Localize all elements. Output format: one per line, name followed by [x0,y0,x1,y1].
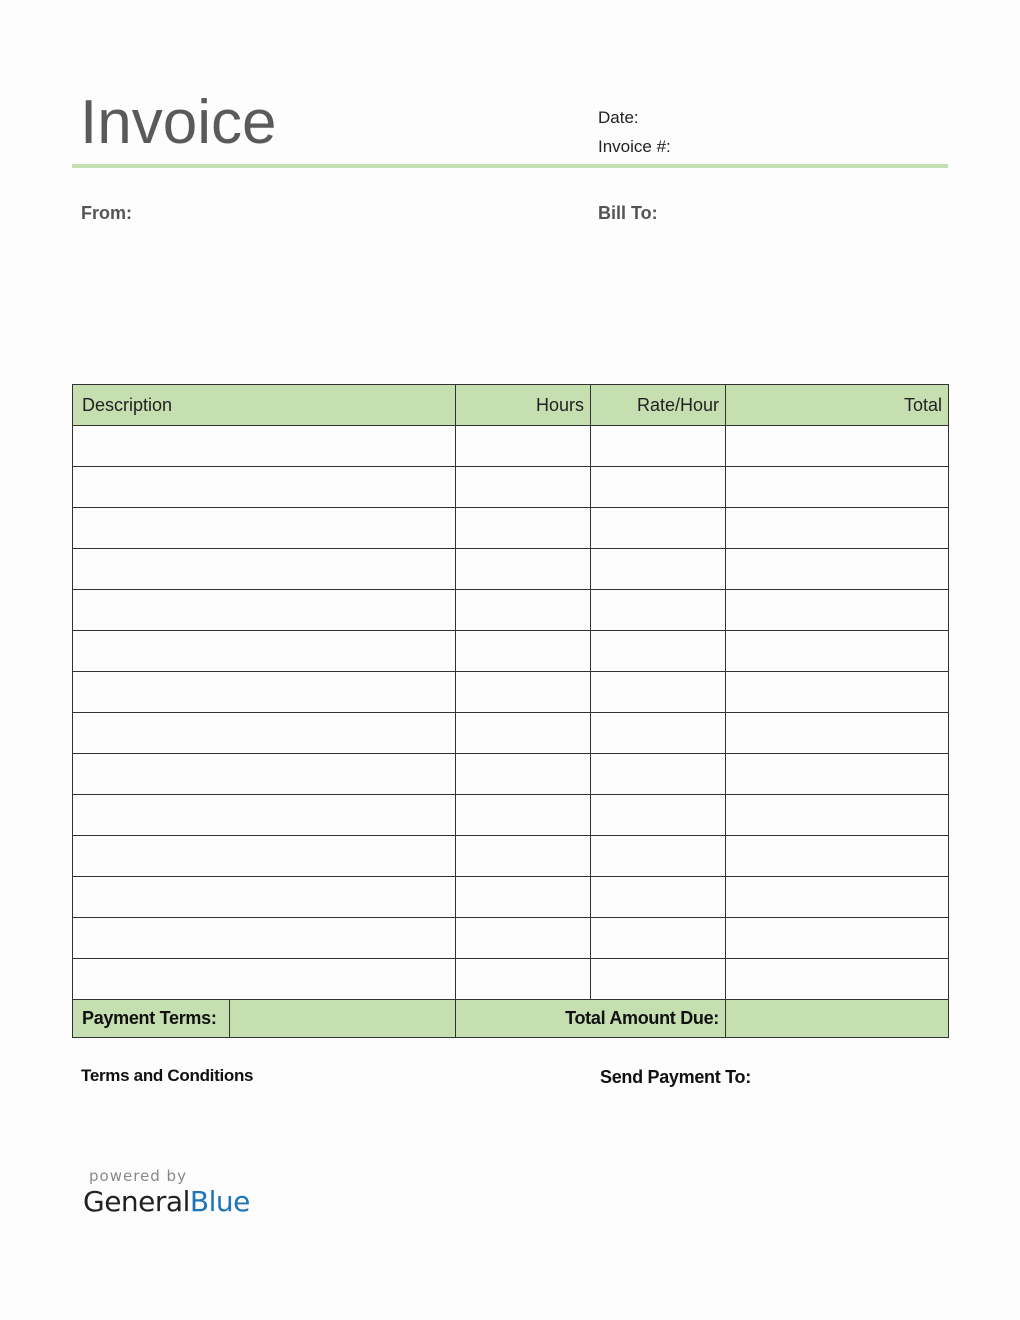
total-cell[interactable] [726,836,949,877]
total-cell[interactable] [726,631,949,672]
description-cell[interactable] [73,795,456,836]
table-row [73,959,949,1000]
total-cell[interactable] [726,918,949,959]
table-row [73,754,949,795]
hours-cell[interactable] [456,754,591,795]
header-divider [72,164,948,168]
rate-cell[interactable] [591,672,726,713]
rate-cell[interactable] [591,549,726,590]
description-cell[interactable] [73,631,456,672]
total-cell[interactable] [726,877,949,918]
table-row [73,426,949,467]
rate-cell[interactable] [591,754,726,795]
hours-cell[interactable] [456,959,591,1000]
table-row [73,877,949,918]
description-cell[interactable] [73,713,456,754]
total-cell[interactable] [726,508,949,549]
bill-to-label: Bill To: [598,203,658,223]
hours-cell[interactable] [456,467,591,508]
hours-cell[interactable] [456,590,591,631]
total-cell[interactable] [726,590,949,631]
total-cell[interactable] [726,672,949,713]
payment-terms-label: Payment Terms: [73,1000,230,1038]
rate-cell[interactable] [591,426,726,467]
payment-terms-value[interactable] [230,1000,456,1038]
brand-name-part1: General [83,1185,190,1218]
table-row [73,549,949,590]
table-row [73,713,949,754]
description-cell[interactable] [73,877,456,918]
from-label: From: [81,203,132,223]
total-cell[interactable] [726,754,949,795]
description-cell[interactable] [73,918,456,959]
hours-cell[interactable] [456,549,591,590]
table-row [73,918,949,959]
table-row [73,836,949,877]
hours-cell[interactable] [456,918,591,959]
hours-cell[interactable] [456,631,591,672]
table-header-row [73,385,949,426]
invoice-title: Invoice [80,88,277,157]
column-header-total: Total [726,385,949,426]
table-row [73,590,949,631]
send-payment-label: Send Payment To: [600,1067,751,1087]
rate-cell[interactable] [591,508,726,549]
column-header-hours: Hours [456,385,591,426]
rate-cell[interactable] [591,631,726,672]
description-cell[interactable] [73,672,456,713]
hours-cell[interactable] [456,426,591,467]
total-cell[interactable] [726,795,949,836]
description-cell[interactable] [73,836,456,877]
rate-cell[interactable] [591,877,726,918]
rate-cell[interactable] [591,713,726,754]
hours-cell[interactable] [456,795,591,836]
rate-cell[interactable] [591,795,726,836]
total-cell[interactable] [726,713,949,754]
brand-name-part2: Blue [189,1185,250,1218]
description-cell[interactable] [73,590,456,631]
rate-cell[interactable] [591,836,726,877]
description-cell[interactable] [73,467,456,508]
hours-cell[interactable] [456,877,591,918]
total-due-value[interactable] [726,1000,949,1038]
hours-cell[interactable] [456,672,591,713]
rate-cell[interactable] [591,590,726,631]
total-cell[interactable] [726,959,949,1000]
description-cell[interactable] [73,426,456,467]
line-items-table [72,384,949,1038]
table-row [73,631,949,672]
table-row [73,467,949,508]
powered-by-text: powered by [89,1167,187,1185]
description-cell[interactable] [73,754,456,795]
rate-cell[interactable] [591,467,726,508]
date-label: Date: [598,108,639,127]
table-row [73,795,949,836]
table-row [73,508,949,549]
total-due-label: Total Amount Due: [456,1000,726,1038]
terms-conditions-label: Terms and Conditions [81,1066,254,1085]
description-cell[interactable] [73,549,456,590]
description-cell[interactable] [73,508,456,549]
rate-cell[interactable] [591,918,726,959]
rate-cell[interactable] [591,959,726,1000]
invoice-number-label: Invoice #: [598,137,671,156]
brand-logo [83,1185,250,1218]
description-cell[interactable] [73,959,456,1000]
table-row [73,672,949,713]
total-cell[interactable] [726,467,949,508]
column-header-description: Description [73,385,456,426]
total-cell[interactable] [726,549,949,590]
hours-cell[interactable] [456,713,591,754]
total-cell[interactable] [726,426,949,467]
table-footer-row [73,1000,949,1038]
hours-cell[interactable] [456,836,591,877]
hours-cell[interactable] [456,508,591,549]
column-header-rate: Rate/Hour [591,385,726,426]
